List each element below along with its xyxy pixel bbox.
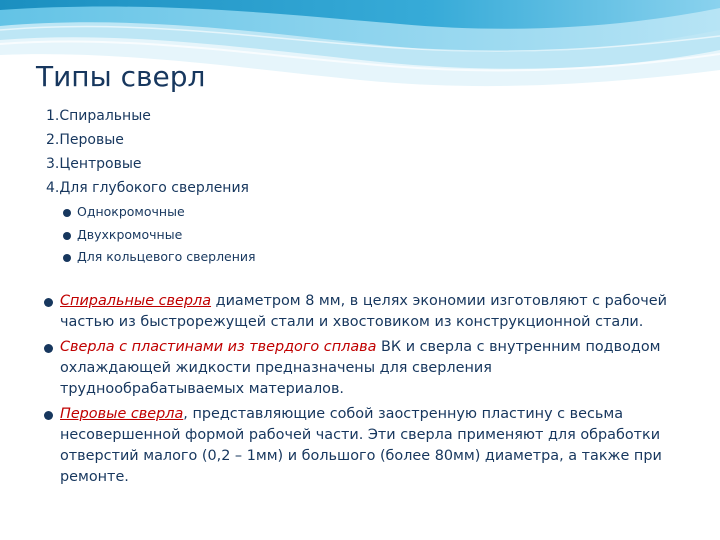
bullet-icon bbox=[63, 209, 71, 217]
paragraph-carbide-drills bbox=[44, 337, 680, 400]
list-item: 3.Центровые bbox=[46, 156, 142, 172]
paragraph-text: , представляющие собой заостренную пластину с весьма несовершенной формой рабочей части. Эти сверла применяют для обработки отверстий малого (0,2 – 1мм) и большого (более 80мм) диаметра, а также при ремонте. bbox=[60, 406, 662, 485]
paragraph-text: диаметром 8 мм, в целях экономии изготовляют с рабочей частью из быстрорежущей стали и хвостовиком из конструкционной стали. bbox=[60, 293, 667, 330]
bullet-icon bbox=[44, 411, 53, 420]
list-item-label: Двухкромочные bbox=[77, 226, 183, 242]
bullet-icon bbox=[63, 254, 71, 262]
list-item-label: Для кольцевого сверления bbox=[77, 249, 256, 264]
term-highlight: Сверла с пластинами из твердого сплава bbox=[60, 339, 377, 355]
paragraph-twist-drills bbox=[44, 291, 680, 333]
deep-drilling-subtypes-list bbox=[63, 201, 256, 269]
slide-title: Типы сверл bbox=[36, 60, 206, 93]
term-link[interactable]: Спиральные сверла bbox=[60, 293, 212, 309]
paragraph-text: ВК и сверла с внутренним подводом охлаждающей жидкости предназначены для сверления труднообрабатываемых материалов. bbox=[60, 339, 661, 397]
wave-header-decoration bbox=[0, 0, 720, 110]
list-item bbox=[63, 201, 256, 224]
list-item: 2.Перовые bbox=[46, 132, 124, 148]
bullet-icon bbox=[44, 344, 53, 353]
drill-types-list bbox=[46, 104, 249, 200]
list-item: 1.Спиральные bbox=[46, 108, 151, 124]
list-item bbox=[63, 224, 256, 247]
term-link[interactable]: Перовые сверла bbox=[60, 406, 184, 422]
bullet-icon bbox=[44, 298, 53, 307]
paragraph-spade-drills bbox=[44, 404, 680, 488]
list-item-label: Однокромочные bbox=[77, 204, 185, 219]
bullet-icon bbox=[63, 232, 71, 240]
description-paragraphs bbox=[44, 291, 680, 492]
list-item bbox=[63, 246, 256, 269]
list-item: 4.Для глубокого сверления bbox=[46, 180, 249, 196]
